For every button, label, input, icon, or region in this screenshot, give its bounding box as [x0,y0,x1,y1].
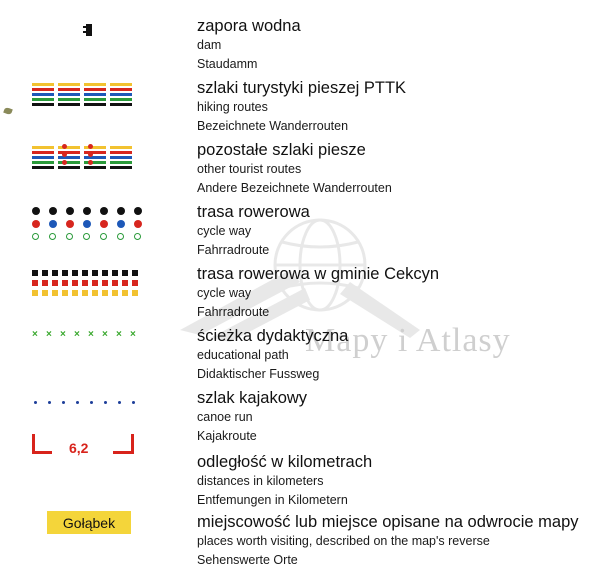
legend-label-en: other tourist routes [197,162,302,176]
legend-label-pl: szlaki turystyki pieszej PTTK [197,79,407,97]
route-stack-1-icon [32,146,54,171]
marker-dot-icon [62,160,67,165]
marker-dot-icon [88,152,93,157]
leaf-mark-icon [3,107,13,115]
watermark-text: Mapy i Atlasy [305,322,511,359]
legend-label-en: cycle way [197,286,252,300]
route-stack-4-icon [110,146,132,171]
map-legend: Mapy i Atlasy zapora wodna dam Staudamm szlaki turystyki pieszej PTTK hiking routes Bezeichnete Wanderrouten pozostałe szlaki piesze other tourist routes Andere Bezeichnete Wanderrouten trasa rowerowa cycle way Fahrradroute trasa rowerowa w gminie Cekcyn cycle way Fahrradroute × × × × × × × × ścieżka dydaktyczna educational path Didaktischer Fussweg szlak kajakowy canoe run Kajakroute 6,2 odległość w kilometrach distances in kilometers Entfemungen in Kilometern Gołąbek miejscowość lub miejsce opisane na odwrocie mapy places worth visiting, described on the map's reverse Sehenswerte Orte [0,0,600,575]
route-stack-4-icon [110,83,132,108]
marker-dot-icon [62,152,67,157]
legend-label-de: Kajakroute [197,429,257,443]
legend-label-de: Entfemungen in Kilometern [197,493,348,507]
legend-label-pl: trasa rowerowa [197,203,310,221]
distance-value-label: 6,2 [69,440,89,456]
route-stack-2-icon [58,83,80,108]
legend-label-de: Fahrradroute [197,305,270,319]
legend-label-en: dam [197,38,222,52]
route-stack-3-icon [84,83,106,108]
legend-label-de: Didaktischer Fussweg [197,367,320,381]
legend-label-en: hiking routes [197,100,268,114]
route-stack-2-icon [58,146,80,171]
legend-label-pl: szlak kajakowy [197,389,308,407]
legend-label-pl: pozostałe szlaki piesze [197,141,366,159]
legend-label-en: educational path [197,348,289,362]
marker-dot-icon [62,144,67,149]
legend-label-pl: miejscowość lub miejsce opisane na odwrocie mapy [197,513,579,531]
legend-label-pl: trasa rowerowa w gminie Cekcyn [197,265,440,283]
legend-label-de: Staudamm [197,57,258,71]
route-stack-3-icon [84,146,106,171]
legend-label-pl: odległość w kilometrach [197,453,373,471]
legend-label-pl: zapora wodna [197,17,301,35]
legend-label-en: distances in kilometers [197,474,324,488]
marker-dot-icon [88,160,93,165]
legend-label-pl: ścieżka dydaktyczna [197,327,349,345]
place-badge-label: Gołąbek [62,514,116,531]
legend-label-de: Sehenswerte Orte [197,553,298,567]
place-badge-icon [47,511,131,534]
distance-bracket-right-icon [131,434,134,454]
legend-label-en: canoe run [197,410,253,424]
dam-icon [86,24,92,36]
legend-label-de: Andere Bezeichnete Wanderrouten [197,181,392,195]
route-stack-1-icon [32,83,54,108]
legend-label-de: Fahrradroute [197,243,270,257]
legend-label-de: Bezeichnete Wanderrouten [197,119,349,133]
legend-label-en: places worth visiting, described on the map's reverse [197,534,490,548]
marker-dot-icon [88,144,93,149]
legend-label-en: cycle way [197,224,252,238]
